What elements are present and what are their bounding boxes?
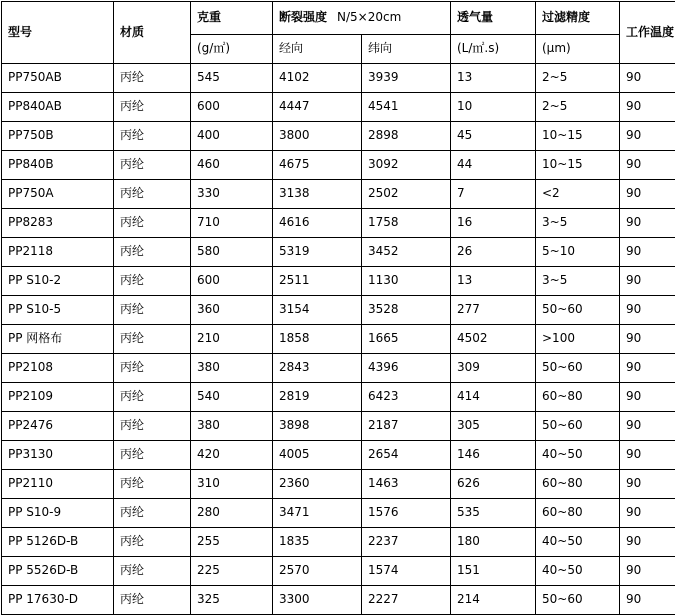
cell-material: 丙纶 [114, 93, 191, 122]
cell-material: 丙纶 [114, 586, 191, 615]
header-weight [191, 2, 273, 35]
cell-material: 丙纶 [114, 499, 191, 528]
cell-air-permeability: 13 [451, 64, 536, 93]
cell-work-temperature: 90 [620, 151, 675, 180]
cell-weight: 545 [191, 64, 273, 93]
cell-weight: 210 [191, 325, 273, 354]
cell-weft: 3092 [362, 151, 451, 180]
cell-air-permeability: 214 [451, 586, 536, 615]
cell-air-permeability: 305 [451, 412, 536, 441]
cell-work-temperature: 90 [620, 64, 675, 93]
header-weight-unit: (g/㎡) [191, 35, 273, 64]
cell-model: PP 17630-D [2, 586, 114, 615]
cell-material: 丙纶 [114, 64, 191, 93]
cell-filter-precision: 40~50 [536, 441, 620, 470]
cell-filter-precision: 60~80 [536, 383, 620, 412]
cell-filter-precision: 10~15 [536, 151, 620, 180]
cell-air-permeability: 26 [451, 238, 536, 267]
table-row [2, 151, 675, 180]
cell-filter-precision: 60~80 [536, 499, 620, 528]
specification-table [1, 1, 675, 615]
cell-model: PP3130 [2, 441, 114, 470]
cell-weft: 2502 [362, 180, 451, 209]
cell-model: PP S10-5 [2, 296, 114, 325]
cell-weight: 380 [191, 354, 273, 383]
cell-material: 丙纶 [114, 325, 191, 354]
table-row [2, 528, 675, 557]
cell-model: PP750A [2, 180, 114, 209]
cell-air-permeability: 151 [451, 557, 536, 586]
cell-air-permeability: 277 [451, 296, 536, 325]
cell-weft: 3939 [362, 64, 451, 93]
cell-air-permeability: 44 [451, 151, 536, 180]
cell-model: PP2476 [2, 412, 114, 441]
table-row [2, 64, 675, 93]
cell-filter-precision: 10~15 [536, 122, 620, 151]
cell-weight: 540 [191, 383, 273, 412]
cell-model: PP2109 [2, 383, 114, 412]
table-row [2, 267, 675, 296]
table-row [2, 383, 675, 412]
cell-air-permeability: 146 [451, 441, 536, 470]
cell-warp: 4675 [273, 151, 362, 180]
cell-filter-precision: 50~60 [536, 412, 620, 441]
header-warp: 经向 [273, 35, 362, 64]
cell-model: PP750B [2, 122, 114, 151]
cell-material: 丙纶 [114, 209, 191, 238]
cell-filter-precision: 3~5 [536, 267, 620, 296]
cell-weft: 2237 [362, 528, 451, 557]
cell-filter-precision: 50~60 [536, 586, 620, 615]
cell-warp: 3800 [273, 122, 362, 151]
table-row [2, 180, 675, 209]
cell-work-temperature: 90 [620, 586, 675, 615]
cell-material: 丙纶 [114, 238, 191, 267]
header-filter-label: 过滤精度 [542, 10, 590, 24]
cell-work-temperature: 90 [620, 180, 675, 209]
cell-work-temperature: 90 [620, 499, 675, 528]
cell-material: 丙纶 [114, 412, 191, 441]
table-row [2, 122, 675, 151]
cell-filter-precision: 40~50 [536, 528, 620, 557]
cell-warp: 2843 [273, 354, 362, 383]
cell-weight: 255 [191, 528, 273, 557]
table-row [2, 470, 675, 499]
cell-weft: 2187 [362, 412, 451, 441]
cell-material: 丙纶 [114, 296, 191, 325]
cell-warp: 2819 [273, 383, 362, 412]
cell-weight: 330 [191, 180, 273, 209]
cell-filter-precision: 5~10 [536, 238, 620, 267]
cell-filter-precision: 60~80 [536, 470, 620, 499]
cell-weight: 460 [191, 151, 273, 180]
cell-weft: 4396 [362, 354, 451, 383]
cell-air-permeability: 7 [451, 180, 536, 209]
cell-warp: 4447 [273, 93, 362, 122]
cell-work-temperature: 90 [620, 238, 675, 267]
cell-warp: 2570 [273, 557, 362, 586]
cell-weight: 710 [191, 209, 273, 238]
cell-air-permeability: 535 [451, 499, 536, 528]
cell-weft: 4541 [362, 93, 451, 122]
cell-model: PP S10-2 [2, 267, 114, 296]
cell-warp: 4005 [273, 441, 362, 470]
cell-material: 丙纶 [114, 383, 191, 412]
cell-air-permeability: 4502 [451, 325, 536, 354]
cell-work-temperature: 90 [620, 267, 675, 296]
table-row [2, 209, 675, 238]
cell-weft: 1463 [362, 470, 451, 499]
table-header [2, 2, 675, 64]
header-air-permeability [451, 2, 536, 35]
cell-weft: 1576 [362, 499, 451, 528]
cell-weight: 420 [191, 441, 273, 470]
cell-model: PP2108 [2, 354, 114, 383]
cell-weft: 3452 [362, 238, 451, 267]
cell-weight: 310 [191, 470, 273, 499]
header-row-primary [2, 2, 675, 35]
cell-air-permeability: 180 [451, 528, 536, 557]
cell-work-temperature: 90 [620, 528, 675, 557]
cell-weft: 1758 [362, 209, 451, 238]
cell-weight: 360 [191, 296, 273, 325]
table-row [2, 586, 675, 615]
cell-warp: 1835 [273, 528, 362, 557]
table-row [2, 557, 675, 586]
header-air-unit: (L/㎡.s) [451, 35, 536, 64]
cell-weft: 2227 [362, 586, 451, 615]
cell-weft: 6423 [362, 383, 451, 412]
table-row [2, 93, 675, 122]
cell-warp: 3138 [273, 180, 362, 209]
table-row [2, 296, 675, 325]
cell-material: 丙纶 [114, 151, 191, 180]
cell-filter-precision: 50~60 [536, 296, 620, 325]
cell-filter-precision: 2~5 [536, 93, 620, 122]
cell-model: PP 5526D-B [2, 557, 114, 586]
cell-warp: 3471 [273, 499, 362, 528]
cell-weight: 225 [191, 557, 273, 586]
cell-weight: 380 [191, 412, 273, 441]
cell-work-temperature: 90 [620, 354, 675, 383]
cell-weight: 325 [191, 586, 273, 615]
cell-model: PP750AB [2, 64, 114, 93]
cell-air-permeability: 309 [451, 354, 536, 383]
cell-work-temperature: 90 [620, 470, 675, 499]
cell-model: PP2118 [2, 238, 114, 267]
cell-material: 丙纶 [114, 470, 191, 499]
cell-warp: 2360 [273, 470, 362, 499]
cell-filter-precision: 50~60 [536, 354, 620, 383]
cell-model: PP8283 [2, 209, 114, 238]
cell-material: 丙纶 [114, 122, 191, 151]
header-filter-unit: (μm) [536, 35, 620, 64]
cell-air-permeability: 626 [451, 470, 536, 499]
header-filter-precision [536, 2, 620, 35]
table-row [2, 412, 675, 441]
cell-weft: 1665 [362, 325, 451, 354]
cell-material: 丙纶 [114, 267, 191, 296]
cell-material: 丙纶 [114, 528, 191, 557]
cell-material: 丙纶 [114, 354, 191, 383]
cell-air-permeability: 414 [451, 383, 536, 412]
cell-warp: 1858 [273, 325, 362, 354]
cell-material: 丙纶 [114, 441, 191, 470]
cell-filter-precision: 3~5 [536, 209, 620, 238]
cell-weight: 600 [191, 267, 273, 296]
cell-work-temperature: 90 [620, 383, 675, 412]
cell-work-temperature: 90 [620, 93, 675, 122]
cell-filter-precision: 2~5 [536, 64, 620, 93]
cell-warp: 3154 [273, 296, 362, 325]
header-strength [273, 2, 451, 35]
header-model: 型号 [2, 2, 114, 64]
cell-model: PP840AB [2, 93, 114, 122]
header-weight-label: 克重 [197, 10, 221, 24]
cell-warp: 3300 [273, 586, 362, 615]
table-row [2, 354, 675, 383]
cell-material: 丙纶 [114, 180, 191, 209]
cell-warp: 5319 [273, 238, 362, 267]
cell-work-temperature: 90 [620, 209, 675, 238]
cell-weft: 2654 [362, 441, 451, 470]
cell-weft: 1574 [362, 557, 451, 586]
cell-warp: 3898 [273, 412, 362, 441]
table-row [2, 238, 675, 267]
cell-warp: 2511 [273, 267, 362, 296]
header-work-temperature: 工作温度 [620, 2, 675, 64]
cell-work-temperature: 90 [620, 412, 675, 441]
cell-material: 丙纶 [114, 557, 191, 586]
cell-weight: 580 [191, 238, 273, 267]
cell-warp: 4102 [273, 64, 362, 93]
cell-work-temperature: 90 [620, 122, 675, 151]
header-material: 材质 [114, 2, 191, 64]
cell-model: PP 5126D-B [2, 528, 114, 557]
cell-weft: 2898 [362, 122, 451, 151]
cell-filter-precision: 40~50 [536, 557, 620, 586]
cell-model: PP840B [2, 151, 114, 180]
table-body [2, 64, 675, 615]
header-weft: 纬向 [362, 35, 451, 64]
cell-warp: 4616 [273, 209, 362, 238]
cell-model: PP S10-9 [2, 499, 114, 528]
cell-work-temperature: 90 [620, 557, 675, 586]
header-air-label: 透气量 [457, 10, 493, 24]
cell-weight: 280 [191, 499, 273, 528]
cell-weight: 600 [191, 93, 273, 122]
cell-model: PP2110 [2, 470, 114, 499]
cell-work-temperature: 90 [620, 441, 675, 470]
cell-air-permeability: 16 [451, 209, 536, 238]
cell-filter-precision: <2 [536, 180, 620, 209]
cell-filter-precision: >100 [536, 325, 620, 354]
cell-work-temperature: 90 [620, 325, 675, 354]
cell-air-permeability: 45 [451, 122, 536, 151]
cell-weight: 400 [191, 122, 273, 151]
header-strength-label: 断裂强度 [279, 10, 327, 24]
cell-weft: 1130 [362, 267, 451, 296]
cell-air-permeability: 13 [451, 267, 536, 296]
cell-model: PP 网格布 [2, 325, 114, 354]
header-strength-unit: N/5×20cm [327, 10, 401, 24]
table-row [2, 441, 675, 470]
cell-work-temperature: 90 [620, 296, 675, 325]
cell-air-permeability: 10 [451, 93, 536, 122]
table-row [2, 499, 675, 528]
cell-weft: 3528 [362, 296, 451, 325]
table-row [2, 325, 675, 354]
